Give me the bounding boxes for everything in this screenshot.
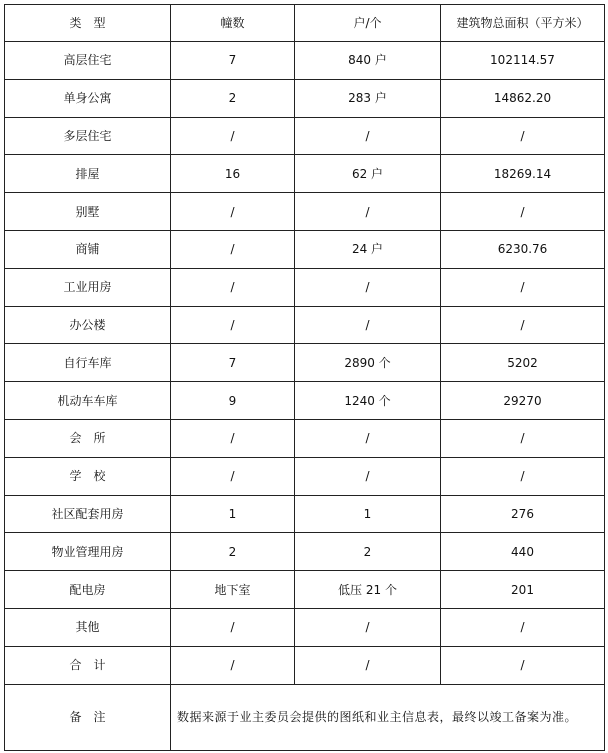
cell-area: 29270 [441,382,605,420]
cell-type: 配电房 [5,571,171,609]
cell-buildings: / [171,193,295,231]
table-row [5,419,605,457]
cell-area: / [441,646,605,684]
cell-type: 商铺 [5,230,171,268]
cell-units: 2 [295,533,441,571]
cell-units: 62 户 [295,155,441,193]
note-label: 备 注 [5,684,171,750]
table-row [5,382,605,420]
cell-type: 多层住宅 [5,117,171,155]
cell-area: / [441,419,605,457]
cell-units: / [295,268,441,306]
cell-area: / [441,268,605,306]
cell-units: 283 户 [295,79,441,117]
cell-units: / [295,117,441,155]
cell-buildings: / [171,457,295,495]
cell-type: 物业管理用房 [5,533,171,571]
table-row [5,646,605,684]
table-row [5,42,605,80]
cell-buildings: 9 [171,382,295,420]
table-row [5,457,605,495]
cell-type: 自行车库 [5,344,171,382]
cell-buildings: 16 [171,155,295,193]
cell-buildings: / [171,230,295,268]
note-text: 数据来源于业主委员会提供的图纸和业主信息表，最终以竣工备案为准。 [171,684,605,750]
cell-buildings: / [171,306,295,344]
cell-units: / [295,608,441,646]
cell-buildings: 7 [171,344,295,382]
header-cell-area: 建筑物总面积（平方米） [441,5,605,42]
cell-buildings: / [171,646,295,684]
cell-area: 5202 [441,344,605,382]
cell-buildings: 1 [171,495,295,533]
table-row [5,193,605,231]
cell-buildings: / [171,419,295,457]
cell-units: 840 户 [295,42,441,80]
cell-units: / [295,457,441,495]
header-cell-units: 户/个 [295,5,441,42]
cell-area: 18269.14 [441,155,605,193]
cell-units: / [295,306,441,344]
table-row [5,571,605,609]
header-cell-type: 类 型 [5,5,171,42]
table-row [5,306,605,344]
property-data-table [4,4,605,751]
cell-area: / [441,117,605,155]
cell-area: 14862.20 [441,79,605,117]
cell-buildings: 7 [171,42,295,80]
cell-area: / [441,608,605,646]
table-row [5,608,605,646]
cell-units: 低压 21 个 [295,571,441,609]
cell-type: 学 校 [5,457,171,495]
cell-type: 其他 [5,608,171,646]
cell-buildings: 2 [171,533,295,571]
table-row [5,344,605,382]
cell-buildings: / [171,117,295,155]
cell-type: 单身公寓 [5,79,171,117]
table-row [5,117,605,155]
table-body [5,5,605,751]
cell-type: 排屋 [5,155,171,193]
cell-area: / [441,306,605,344]
cell-type: 办公楼 [5,306,171,344]
cell-units: 24 户 [295,230,441,268]
cell-type: 合 计 [5,646,171,684]
cell-type: 会 所 [5,419,171,457]
cell-area: 102114.57 [441,42,605,80]
table-row [5,495,605,533]
cell-units: / [295,646,441,684]
cell-area: 440 [441,533,605,571]
cell-type: 社区配套用房 [5,495,171,533]
cell-buildings: / [171,268,295,306]
table-row [5,230,605,268]
cell-area: / [441,193,605,231]
note-row [5,684,605,750]
cell-units: / [295,193,441,231]
table-row [5,268,605,306]
cell-buildings: 2 [171,79,295,117]
table-row [5,533,605,571]
cell-area: 276 [441,495,605,533]
table-row [5,155,605,193]
cell-type: 别墅 [5,193,171,231]
cell-type: 工业用房 [5,268,171,306]
cell-area: 201 [441,571,605,609]
table-row [5,79,605,117]
cell-buildings: / [171,608,295,646]
cell-type: 机动车车库 [5,382,171,420]
cell-units: 2890 个 [295,344,441,382]
cell-area: / [441,457,605,495]
header-cell-buildings: 幢数 [171,5,295,42]
cell-units: 1240 个 [295,382,441,420]
cell-units: 1 [295,495,441,533]
header-row [5,5,605,42]
cell-buildings: 地下室 [171,571,295,609]
cell-area: 6230.76 [441,230,605,268]
cell-type: 高层住宅 [5,42,171,80]
cell-units: / [295,419,441,457]
